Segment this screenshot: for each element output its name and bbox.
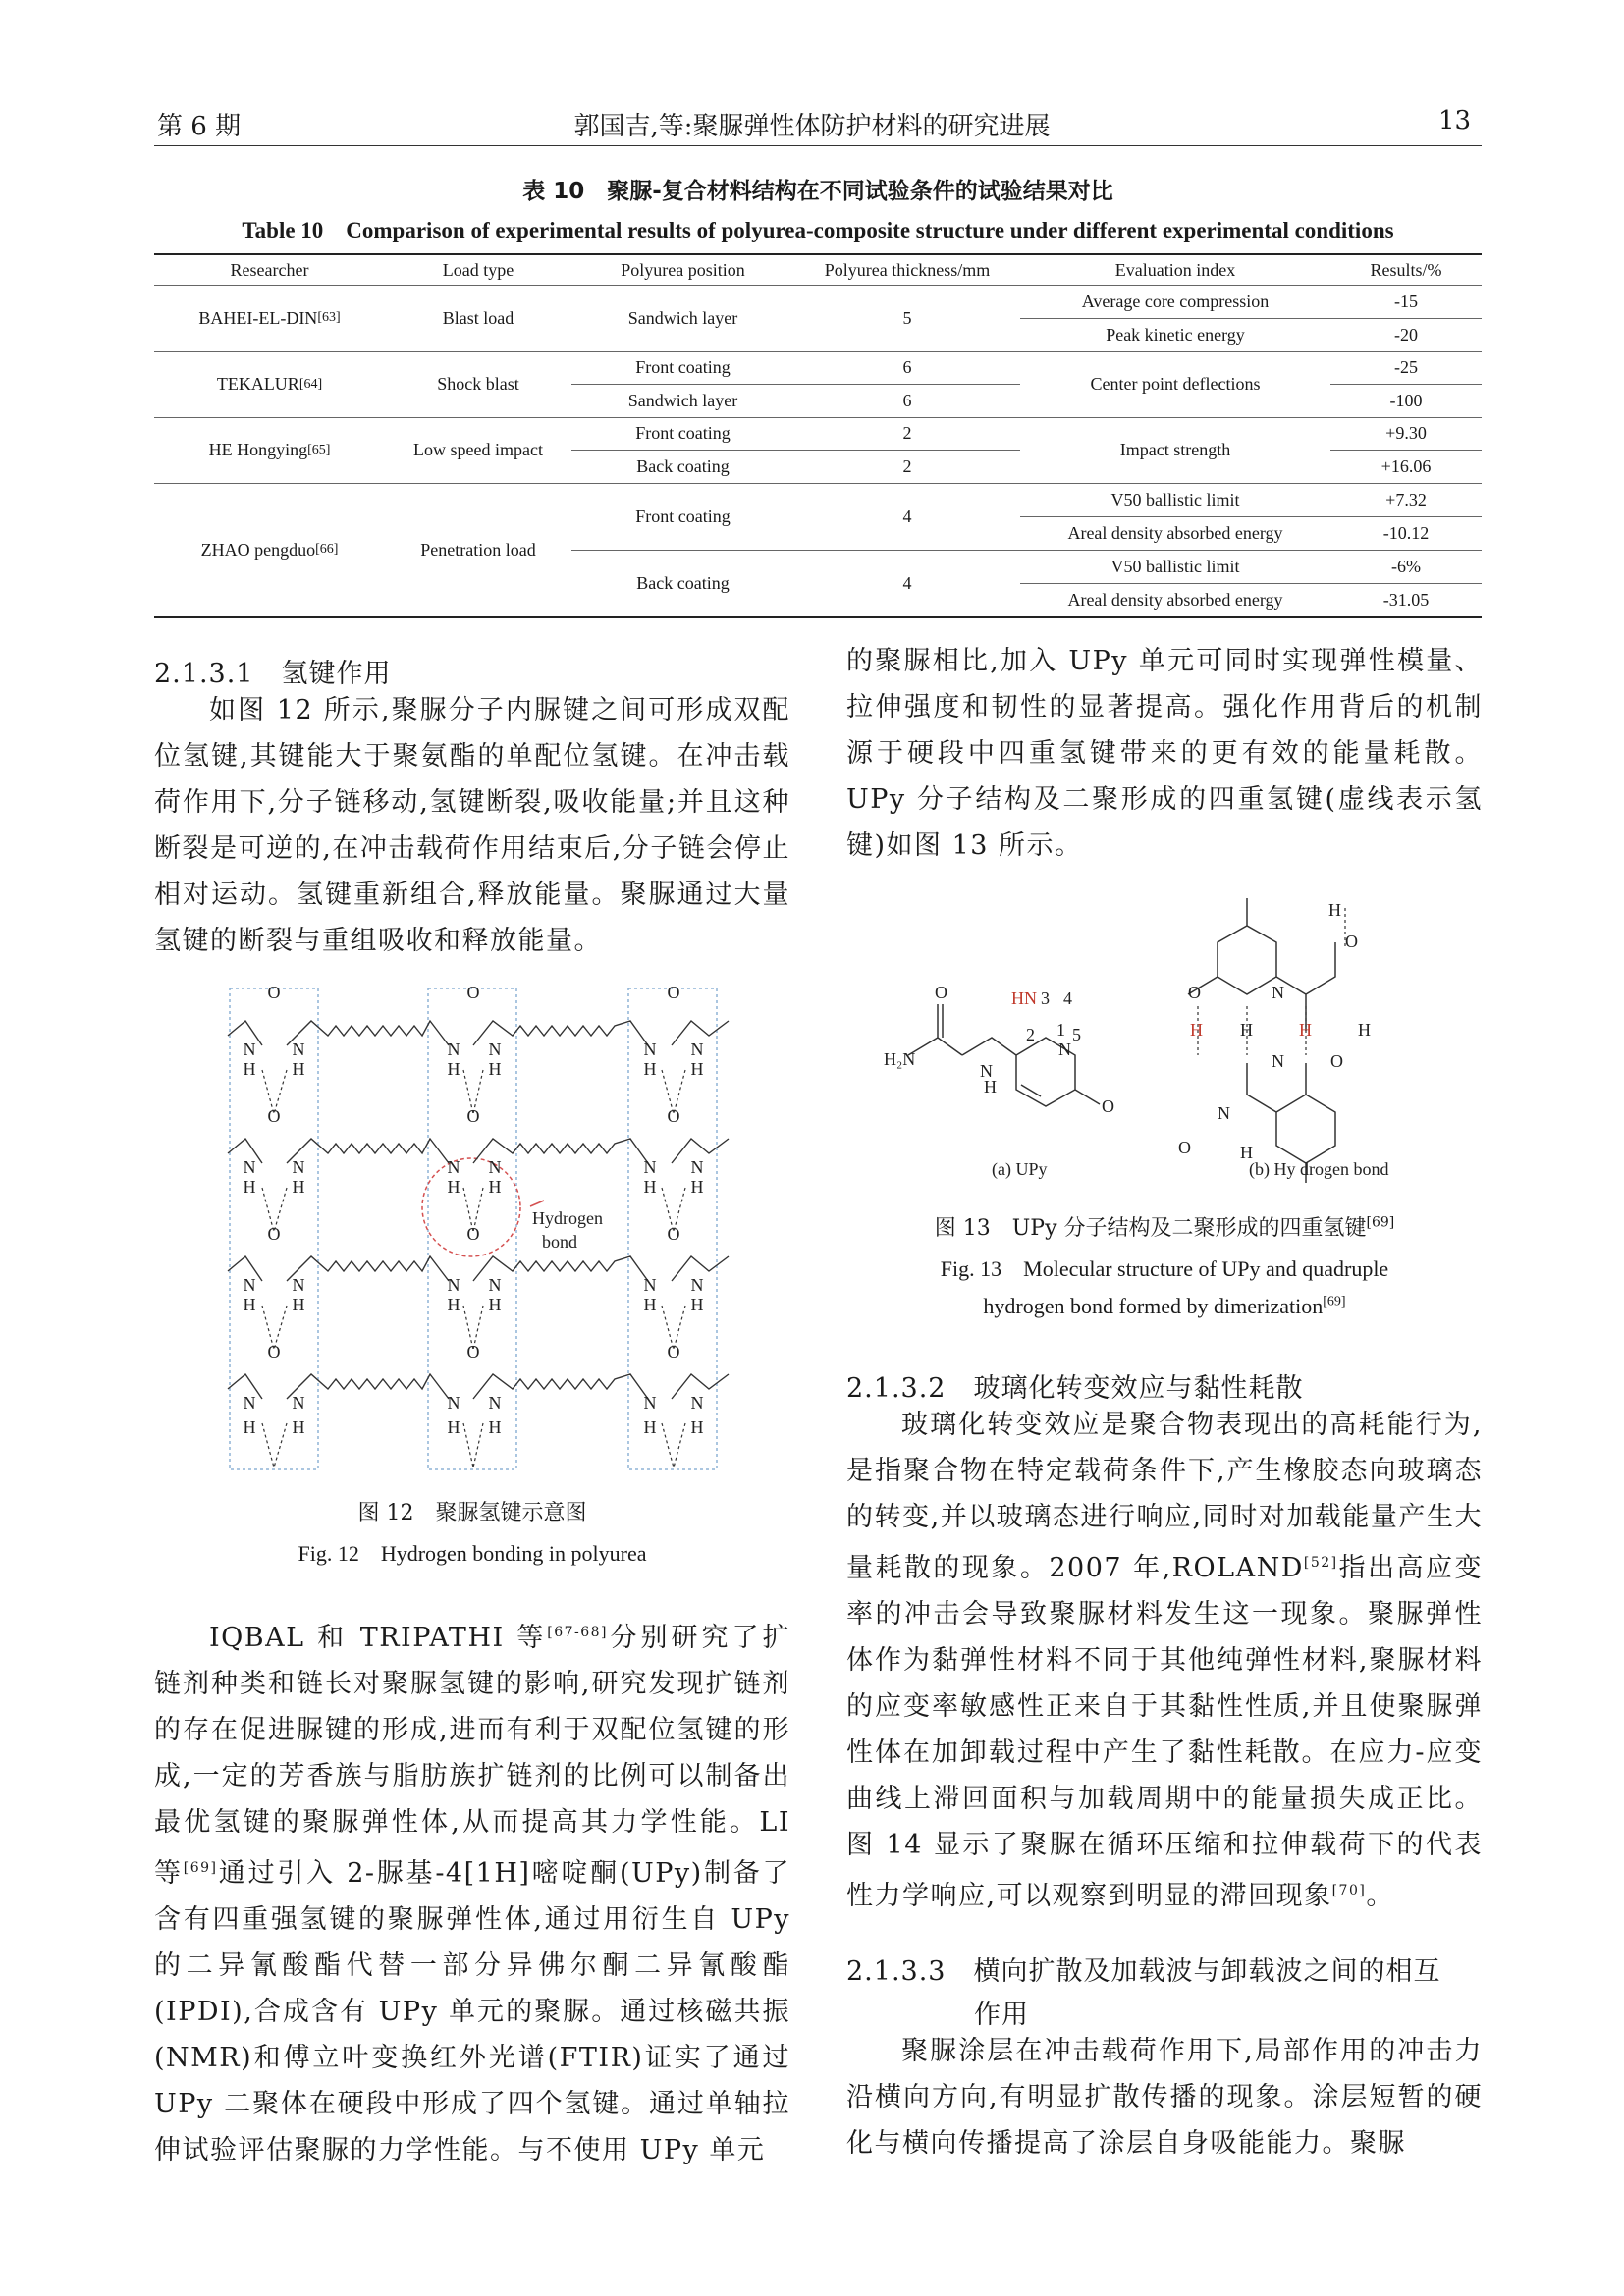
svg-text:O: O: [667, 1342, 680, 1362]
table-cell-result: +9.30: [1385, 423, 1427, 443]
svg-text:O: O: [1345, 932, 1358, 951]
svg-text:N: N: [292, 1275, 305, 1295]
svg-text:H: H: [643, 1059, 657, 1079]
svg-text:H: H: [488, 1417, 502, 1437]
svg-text:H: H: [243, 1417, 256, 1437]
svg-text:2: 2: [1026, 1025, 1035, 1044]
table-cell-researcher: ZHAO pengduo [66]: [200, 539, 339, 560]
svg-text:N: N: [243, 1393, 256, 1413]
svg-text:N: N: [643, 1275, 657, 1295]
figure-13-sub-b: (b) Hy drogen bond: [1249, 1159, 1389, 1179]
table-cell-index: Impact strength: [1119, 440, 1231, 459]
svg-text:O: O: [935, 983, 947, 1002]
table-cell-researcher: BAHEI-EL-DIN [63]: [198, 307, 341, 328]
svg-text:N: N: [1218, 1103, 1230, 1123]
svg-text:O: O: [466, 1342, 480, 1362]
figure-13-upy-structure: [884, 888, 1453, 1183]
svg-text:N: N: [447, 1275, 460, 1295]
paragraph-chain-extender: IQBAL 和 TRIPATHI 等[67-68]分别研究了扩链剂种类和链长对聚脲氢键的影响,研究发现扩链剂的存在促进脲键的形成,进而有利于双配位氢键的形成,一定的芳香族与脂肪族扩链剂的比例可以制备出最优氢键的聚脲弹性体,从而提高其力学性能。LI 等[69]通过引入 2-脲基-4[1H]嘧啶酮(UPy)制备了含有四重强氢键的聚脲弹性体,通过用衍生自 UPy 的二异氰酸酯代替一部分异佛尔酮二异氰酸酯(IPDI),合成含有 UPy 单元的聚脲。通过核磁共振(NMR)和傅立叶变换红外光谱(FTIR)证实了通过 UPy 二聚体在硬段中形成了四个氢键。通过单轴拉伸试验评估聚脲的力学性能。与不使用 UPy 单元: [154, 1623, 791, 2165]
svg-text:H: H: [643, 1295, 657, 1314]
table-cell-index: V50 ballistic limit: [1110, 556, 1240, 576]
svg-text:H: H: [243, 1059, 256, 1079]
svg-text:N: N: [643, 1157, 657, 1177]
svg-text:N: N: [690, 1275, 704, 1295]
svg-text:N: N: [1272, 1051, 1284, 1071]
table-cell-thickness: 4: [902, 506, 912, 526]
table-cell-index: Areal density absorbed energy: [1067, 589, 1283, 610]
svg-text:H: H: [292, 1059, 305, 1079]
paragraph-hydrogen-bond: 如图 12 所示,聚脲分子内脲键之间可形成双配位氢键,其键能大于聚氨酯的单配位氢键。在冲击载荷作用下,分子链移动,氢键断裂,吸收能量;并且这种断裂是可逆的,在冲击载荷作用结束后,分子链会停止相对运动。氢键重新组合,释放能量。聚脲通过大量氢键的断裂与重组吸收和释放能量。: [154, 695, 790, 956]
table-header-thickness: Polyurea thickness/mm: [824, 259, 991, 280]
svg-text:O: O: [267, 1224, 281, 1244]
table-cell-position: Back coating: [636, 455, 730, 476]
svg-text:N: N: [980, 1061, 993, 1081]
table-cell-result: -10.12: [1382, 522, 1430, 543]
table-header-evaluation-index: Evaluation index: [1114, 259, 1236, 280]
figure-13-caption-zh: 图 13 UPy 分子结构及二聚形成的四重氢键[69]: [934, 1214, 1395, 1241]
svg-text:N: N: [1272, 983, 1284, 1002]
svg-text:H: H: [292, 1417, 305, 1437]
table-cell-load: Blast load: [442, 307, 514, 328]
svg-text:1: 1: [1056, 1020, 1065, 1040]
svg-text:H: H: [488, 1059, 502, 1079]
table-header-load-type: Load type: [442, 259, 514, 280]
table-caption-zh: 表 10 聚脲-复合材料结构在不同试验条件的试验结果对比: [522, 179, 1113, 204]
svg-text:H: H: [292, 1177, 305, 1197]
svg-text:H: H: [1299, 1020, 1312, 1040]
table-cell-thickness: 2: [902, 455, 912, 476]
svg-text:H: H: [690, 1177, 704, 1197]
table-cell-result: -100: [1389, 390, 1423, 410]
figure-12-label-bond: bond: [542, 1232, 577, 1252]
header-page-number: 13: [1438, 106, 1472, 135]
svg-text:3: 3: [1041, 988, 1050, 1008]
section-heading-2-1-3-1: 2.1.3.1 氢键作用: [154, 659, 392, 689]
paragraph-lateral-diffusion: 聚脲涂层在冲击载荷作用下,局部作用的冲击力沿横向方向,有明显扩散传播的现象。涂层短暂的硬化与横向传播提高了涂层自身吸能能力。聚脲: [846, 2036, 1483, 2159]
svg-text:N: N: [447, 1040, 460, 1059]
svg-text:HN: HN: [1011, 988, 1037, 1008]
svg-text:N: N: [243, 1040, 256, 1059]
header-title: 郭国吉,等:聚脲弹性体防护材料的研究进展: [573, 112, 1051, 141]
table-cell-thickness: 4: [902, 572, 912, 593]
svg-text:O: O: [267, 1106, 281, 1126]
table-cell-position: Back coating: [636, 572, 730, 593]
table-10: [154, 253, 1482, 618]
paragraph-glass-transition: 玻璃化转变效应是聚合物表现出的高耗能行为,是指聚合物在特定载荷条件下,产生橡胶态向玻璃态的转变,并以玻璃态进行响应,同时对加载能量产生大量耗散的现象。2007 年,ROLAND[52]指出高应变率的冲击会导致聚脲材料发生这一现象。聚脲弹性体作为黏弹性材料不同于其他纯弹性材料,聚脲材料的应变率敏感性正来自于其黏性性质,并且使聚脲弹性体在加卸载过程中产生了黏性耗散。在应力-应变曲线上滞回面积与加载周期中的能量损失成正比。图 14 显示了聚脲在循环压缩和拉伸载荷下的代表性力学响应,可以观察到明显的滞回现象[70]。: [846, 1410, 1484, 1911]
svg-text:N: N: [447, 1157, 460, 1177]
figure-13-caption-en-line2: hydrogen bond formed by dimerization[69]: [983, 1294, 1346, 1318]
table-header-polyurea-position: Polyurea position: [621, 259, 745, 280]
table-cell-researcher: HE Hongying [65]: [208, 440, 331, 459]
svg-text:H: H: [292, 1295, 305, 1314]
svg-text:O: O: [667, 1106, 680, 1126]
table-cell-thickness: 6: [902, 357, 912, 377]
table-cell-load: Penetration load: [420, 539, 536, 560]
table-cell-load: Shock blast: [437, 374, 519, 394]
table-cell-position: Sandwich layer: [627, 307, 738, 328]
figure-12-caption-zh: 图 12 聚脲氢键示意图: [357, 1501, 587, 1525]
svg-text:H: H: [447, 1417, 460, 1437]
svg-text:H: H: [690, 1295, 704, 1314]
table-cell-result: -25: [1394, 357, 1418, 377]
table-caption-en: Table 10 Comparison of experimental results of polyurea-composite structure under different experimental conditions: [242, 218, 1394, 242]
svg-text:O: O: [667, 1224, 680, 1244]
section-heading-2-1-3-3: 2.1.3.3 横向扩散及加载波与卸载波之间的相互: [846, 1956, 1441, 1987]
svg-text:N: N: [1058, 1040, 1071, 1059]
svg-text:H: H: [447, 1059, 460, 1079]
table-cell-result: -15: [1394, 291, 1418, 311]
svg-text:N: N: [488, 1275, 502, 1295]
figure-12-hydrogen-bonding: [218, 977, 748, 1477]
svg-text:H: H: [1240, 1020, 1253, 1040]
table-header-researcher: Researcher: [230, 259, 309, 280]
svg-text:H: H: [1328, 900, 1341, 920]
svg-text:O: O: [1178, 1138, 1191, 1157]
svg-text:O: O: [267, 983, 281, 1002]
svg-text:O: O: [667, 983, 680, 1002]
table-cell-index: Average core compression: [1081, 291, 1270, 311]
svg-text:N: N: [488, 1040, 502, 1059]
svg-text:N: N: [447, 1393, 460, 1413]
svg-text:N: N: [690, 1157, 704, 1177]
header-rule: [154, 145, 1482, 146]
table-cell-result: -31.05: [1382, 589, 1430, 610]
header-issue: 第 6 期: [157, 112, 242, 141]
table-cell-index: V50 ballistic limit: [1110, 489, 1240, 509]
svg-text:O: O: [1102, 1096, 1114, 1116]
svg-text:H: H: [488, 1295, 502, 1314]
svg-text:H: H: [447, 1177, 460, 1197]
svg-text:H: H: [447, 1295, 460, 1314]
figure-12-label-hydrogen: Hydrogen: [532, 1208, 603, 1228]
table-cell-index: Peak kinetic energy: [1106, 324, 1245, 345]
svg-text:O: O: [1188, 983, 1201, 1002]
table-cell-position: Front coating: [635, 357, 731, 377]
svg-text:N: N: [643, 1040, 657, 1059]
svg-text:H: H: [243, 1295, 256, 1314]
svg-text:H: H: [1240, 1143, 1253, 1162]
svg-text:O: O: [1330, 1051, 1343, 1071]
svg-text:O: O: [466, 1224, 480, 1244]
svg-text:H₂N: H₂N: [884, 1049, 916, 1069]
table-cell-result: +16.06: [1380, 455, 1432, 476]
svg-text:N: N: [643, 1393, 657, 1413]
svg-text:N: N: [243, 1275, 256, 1295]
table-cell-result: -20: [1394, 324, 1418, 345]
table-header-results: Results/%: [1370, 259, 1442, 280]
svg-text:N: N: [488, 1157, 502, 1177]
paragraph-upy-continued: 的聚脲相比,加入 UPy 单元可同时实现弹性模量、拉伸强度和韧性的显著提高。强化作用背后的机制源于硬段中四重氢键带来的更有效的能量耗散。UPy 分子结构及二聚形成的四重氢键(虚线表示氢键)如图 13 所示。: [846, 646, 1483, 861]
svg-text:N: N: [292, 1393, 305, 1413]
svg-text:H: H: [488, 1177, 502, 1197]
table-cell-thickness: 2: [902, 423, 912, 443]
svg-text:N: N: [243, 1157, 256, 1177]
section-heading-2-1-3-3-cont: 作用: [974, 2000, 1029, 2030]
figure-12-caption-en: Fig. 12 Hydrogen bonding in polyurea: [298, 1541, 647, 1566]
svg-text:H: H: [984, 1077, 997, 1096]
table-cell-thickness: 5: [902, 307, 912, 328]
figure-13-caption-en-line1: Fig. 13 Molecular structure of UPy and quadruple: [940, 1256, 1389, 1281]
svg-text:H: H: [643, 1177, 657, 1197]
svg-text:H: H: [690, 1059, 704, 1079]
svg-text:N: N: [488, 1393, 502, 1413]
svg-text:N: N: [292, 1040, 305, 1059]
svg-text:O: O: [267, 1342, 281, 1362]
table-cell-position: Front coating: [635, 423, 731, 443]
table-cell-load: Low speed impact: [413, 440, 543, 459]
svg-text:H: H: [643, 1417, 657, 1437]
svg-text:H: H: [243, 1177, 256, 1197]
svg-text:N: N: [690, 1393, 704, 1413]
svg-text:H: H: [1190, 1020, 1203, 1040]
svg-text:N: N: [690, 1040, 704, 1059]
table-cell-researcher: TEKALUR [64]: [216, 374, 323, 394]
table-cell-result: -6%: [1391, 556, 1421, 576]
table-cell-thickness: 6: [902, 390, 912, 410]
table-cell-position: Front coating: [635, 506, 731, 526]
section-heading-2-1-3-2: 2.1.3.2 玻璃化转变效应与黏性耗散: [846, 1373, 1304, 1404]
svg-text:5: 5: [1072, 1025, 1081, 1044]
svg-text:H: H: [690, 1417, 704, 1437]
svg-text:O: O: [466, 1106, 480, 1126]
table-cell-position: Sandwich layer: [627, 390, 738, 410]
table-cell-result: +7.32: [1385, 489, 1427, 509]
table-cell-index: Areal density absorbed energy: [1067, 522, 1283, 543]
figure-13-sub-a: (a) UPy: [992, 1159, 1048, 1179]
svg-text:O: O: [466, 983, 480, 1002]
table-cell-index: Center point deflections: [1090, 374, 1261, 394]
svg-text:H: H: [1358, 1020, 1371, 1040]
svg-text:4: 4: [1063, 988, 1072, 1008]
svg-text:N: N: [292, 1157, 305, 1177]
